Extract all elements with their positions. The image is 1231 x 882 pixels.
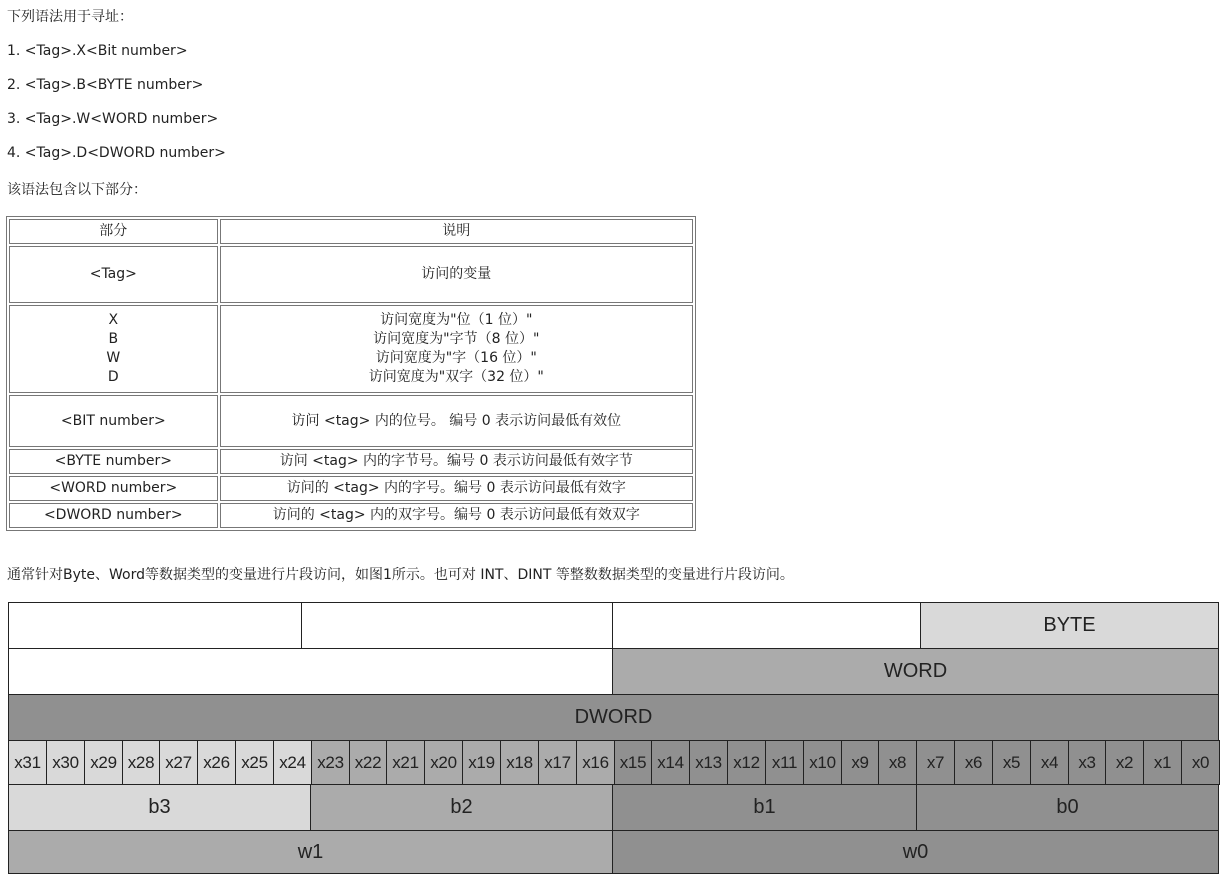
word-w1-cell: w1 <box>8 830 613 874</box>
empty-byte-cell <box>612 602 921 649</box>
part-cell: <DWORD number> <box>9 503 218 528</box>
table-row <box>9 246 693 303</box>
bit-cell-x8: x8 <box>878 740 917 785</box>
bit-cell-x9: x9 <box>841 740 879 785</box>
syntax-line-2: 2. <Tag>.B<BYTE number> <box>7 77 204 93</box>
intro-text: 下列语法用于寻址： <box>7 9 133 25</box>
description-cell: 访问 <tag> 内的字节号。编号 0 表示访问最低有效字节 <box>220 449 693 474</box>
syntax-line-4: 4. <Tag>.D<DWORD number> <box>7 145 226 161</box>
word-w0-cell: w0 <box>612 830 1219 874</box>
description-cell: 访问的变量 <box>220 246 693 303</box>
part-cell: <WORD number> <box>9 476 218 501</box>
part-line: D <box>107 369 119 385</box>
empty-word-cell <box>8 648 613 695</box>
description-cell: 访问的 <tag> 内的字号。编号 0 表示访问最低有效字 <box>220 476 693 501</box>
bit-cell-x19: x19 <box>462 740 501 785</box>
bit-cell-x5: x5 <box>992 740 1031 785</box>
bit-cell-x16: x16 <box>576 740 615 785</box>
byte-b3-cell: b3 <box>8 784 311 831</box>
description-cell: 访问的 <tag> 内的双字号。编号 0 表示访问最低有效双字 <box>220 503 693 528</box>
bit-cell-x10: x10 <box>803 740 842 785</box>
description-line: 访问宽度为"位（1 位）" <box>380 312 533 328</box>
description-cell <box>220 305 693 393</box>
table-header-row <box>9 219 693 244</box>
empty-byte-cell <box>8 602 302 649</box>
part-line: X <box>108 312 119 328</box>
empty-byte-cell <box>301 602 613 649</box>
part-cell <box>9 305 218 393</box>
bit-cell-x1: x1 <box>1143 740 1182 785</box>
table-row <box>9 503 693 528</box>
bit-cell-x4: x4 <box>1030 740 1069 785</box>
table-row <box>9 449 693 474</box>
byte-b0-cell: b0 <box>916 784 1219 831</box>
bit-cell-x29: x29 <box>84 740 123 785</box>
word-cell: WORD <box>612 648 1219 695</box>
bit-cell-x14: x14 <box>651 740 690 785</box>
header-description: 说明 <box>220 219 693 244</box>
byte-cell: BYTE <box>920 602 1219 649</box>
description-line: 访问宽度为"双字（32 位）" <box>368 369 544 385</box>
bit-cell-x0: x0 <box>1181 740 1220 785</box>
table-row <box>9 395 693 447</box>
bit-cell-x11: x11 <box>765 740 804 785</box>
note-text: 通常针对Byte、Word等数据类型的变量进行片段访问，如图1所示。也可对 INT、DINT 等整数数据类型的变量进行片段访问。 <box>7 567 794 583</box>
bit-cell-x27: x27 <box>159 740 198 785</box>
bit-cell-x30: x30 <box>46 740 85 785</box>
syntax-line-3: 3. <Tag>.W<WORD number> <box>7 111 219 127</box>
bit-cell-x12: x12 <box>727 740 766 785</box>
bit-cell-x18: x18 <box>500 740 539 785</box>
bit-cell-x3: x3 <box>1068 740 1106 785</box>
parts-intro-text: 该语法包含以下部分： <box>7 182 147 198</box>
bit-cell-x23: x23 <box>311 740 350 785</box>
part-line: B <box>108 331 119 347</box>
description-line: 访问宽度为"字（16 位）" <box>375 350 537 366</box>
bit-cell-x26: x26 <box>197 740 236 785</box>
syntax-line-1: 1. <Tag>.X<Bit number> <box>7 43 188 59</box>
bit-layout-diagram <box>8 602 1219 874</box>
bit-cell-x6: x6 <box>954 740 993 785</box>
bit-cell-x24: x24 <box>273 740 312 785</box>
bit-cell-x31: x31 <box>8 740 47 785</box>
bit-cell-x13: x13 <box>689 740 728 785</box>
bit-cell-x15: x15 <box>614 740 652 785</box>
bit-cell-x25: x25 <box>235 740 274 785</box>
part-cell: <BIT number> <box>9 395 218 447</box>
byte-b1-cell: b1 <box>612 784 917 831</box>
table-row <box>9 476 693 501</box>
bit-cell-x2: x2 <box>1105 740 1144 785</box>
header-part: 部分 <box>9 219 218 244</box>
dword-cell: DWORD <box>8 694 1219 741</box>
table-row <box>9 305 693 393</box>
bit-cell-x17: x17 <box>538 740 577 785</box>
bit-cell-x28: x28 <box>122 740 160 785</box>
bit-cell-x21: x21 <box>386 740 425 785</box>
bit-cell-x20: x20 <box>424 740 463 785</box>
bit-cell-x7: x7 <box>916 740 955 785</box>
part-line: W <box>106 350 121 366</box>
byte-b2-cell: b2 <box>310 784 613 831</box>
part-cell: <BYTE number> <box>9 449 218 474</box>
bit-cell-x22: x22 <box>349 740 387 785</box>
syntax-parts-table <box>6 216 696 531</box>
description-cell: 访问 <tag> 内的位号。 编号 0 表示访问最低有效位 <box>220 395 693 447</box>
part-cell: <Tag> <box>9 246 218 303</box>
description-line: 访问宽度为"字节（8 位）" <box>373 331 540 347</box>
